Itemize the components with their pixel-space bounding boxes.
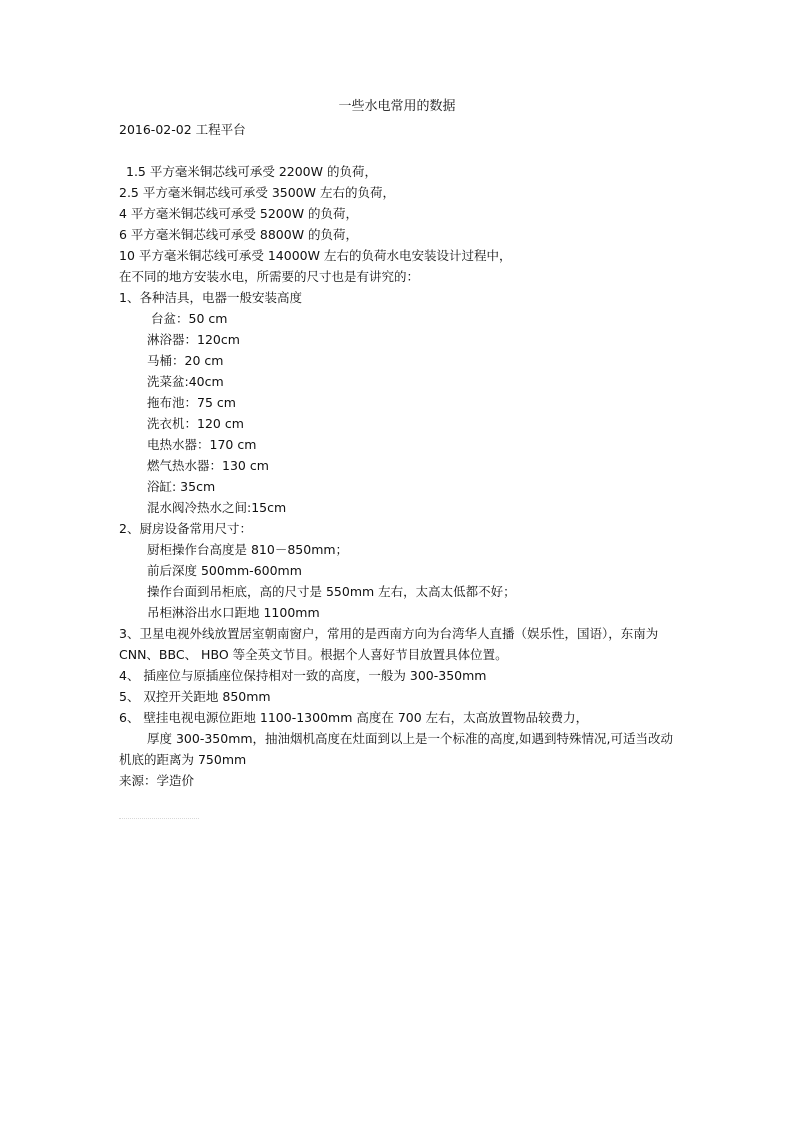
kitchen-size-item: 前后深度 500mm-600mm — [147, 563, 302, 578]
document-title: 一些水电常用的数据 — [338, 99, 456, 114]
fixture-height-item: 台盆：50 cm — [151, 311, 228, 326]
kitchen-size-item: 操作台面到吊柜底，高的尺寸是 550mm 左右，太高太低都不好； — [147, 584, 516, 599]
section4-paragraph: 4、 插座位与原插座位保持相对一致的高度，一般为 300-350mm — [119, 668, 487, 683]
fixture-height-item: 拖布池：75 cm — [147, 395, 236, 410]
section6-line2-text: 厚度 300-350mm，抽油烟机高度在灶面到以上是一个标准的高度,如遇到特殊情况,可适当改动 机底的距离为 750mm — [119, 731, 674, 767]
fixture-height-item: 淋浴器：120cm — [147, 332, 240, 347]
fixture-height-item: 电热水器：170 cm — [147, 437, 257, 452]
section5-paragraph: 5、 双控开关距地 850mm — [119, 689, 271, 704]
wire-load-line: 10 平方毫米铜芯线可承受 14000W 左右的负荷水电安装设计过程中， — [119, 248, 512, 263]
wire-load-line: 2.5 平方毫米铜芯线可承受 3500W 左右的负荷， — [119, 185, 395, 200]
fixture-height-item: 混水阀冷热水之间:15cm — [147, 500, 287, 515]
kitchen-size-item: 吊柜淋浴出水口距地 1100mm — [147, 605, 320, 620]
kitchen-size-item: 厨柜操作台高度是 810－850mm； — [147, 542, 349, 557]
fixture-height-item: 洗衣机：120 cm — [147, 416, 244, 431]
wire-load-line: 1.5 平方毫米铜芯线可承受 2200W 的负荷， — [126, 164, 377, 179]
source-line: 来源：学造价 — [119, 773, 195, 788]
document-meta: 2016-02-02 工程平台 — [119, 122, 246, 137]
section1-heading: 1、各种洁具，电器一般安装高度 — [119, 290, 302, 305]
wire-load-line: 6 平方毫米铜芯线可承受 8800W 的负荷， — [119, 227, 359, 242]
document-body — [119, 119, 689, 791]
blank-line — [119, 140, 689, 161]
fixture-height-item: 燃气热水器：130 cm — [147, 458, 269, 473]
section3-paragraph: 3、卫星电视外线放置居室朝南窗户，常用的是西南方向为台湾华人直播（娱乐性，国语），东南为 CNN、BBC、 HBO 等全英文节目。根据个人喜好节目放置具体位置。 — [119, 626, 659, 662]
wire-load-line: 4 平方毫米铜芯线可承受 5200W 的负荷， — [119, 206, 359, 221]
fixture-height-item: 马桶：20 cm — [147, 353, 224, 368]
section6-line2 — [119, 728, 689, 770]
faint-divider — [119, 818, 199, 821]
section2-heading: 2、厨房设备常用尺寸： — [119, 521, 252, 536]
fixture-height-item: 浴缸: 35cm — [147, 479, 216, 494]
fixture-height-item: 洗菜盆:40cm — [147, 374, 224, 389]
section6-line1: 6、 壁挂电视电源位距地 1100-1300mm 高度在 700 左右，太高放置物品较费力， — [119, 710, 589, 725]
wire-load-line: 在不同的地方安装水电，所需要的尺寸也是有讲究的： — [119, 269, 420, 284]
